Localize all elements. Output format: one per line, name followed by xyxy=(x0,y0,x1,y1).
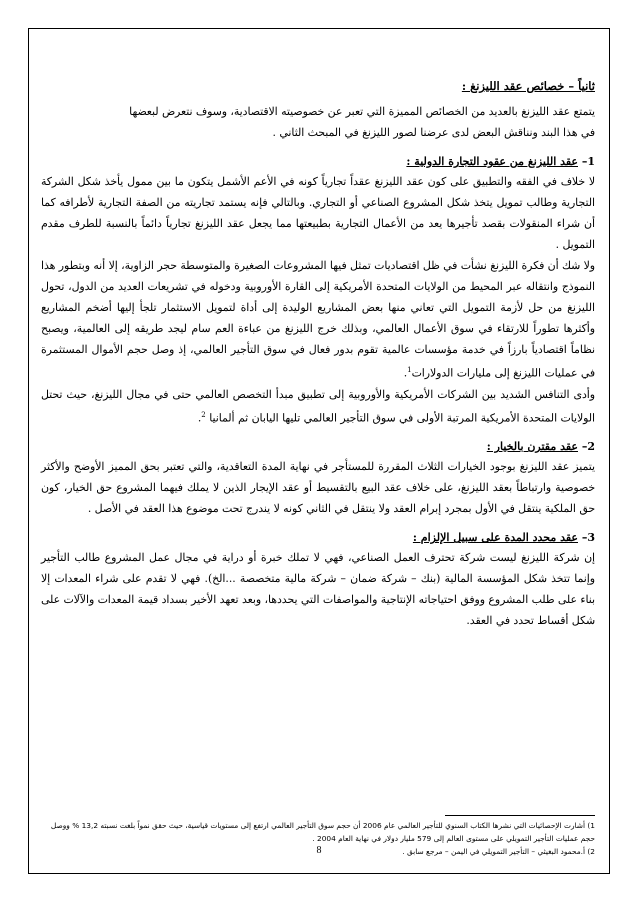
subsection-1-title: عقد الليزنغ من عقود التجارة الدولية : xyxy=(406,155,578,168)
footnote-ref-1: 1 xyxy=(407,366,412,374)
subsection-3-paragraph-1: إن شركة الليزنغ ليست شركة تحترف العمل الصناعي، فهي لا تملك خبرة أو دراية في مجال عمل المشروع طالب التأجير وإنما تتخذ شكل المؤسسة المالية (بنك – شركة ضمان – شركة مالية متخصصة ...الخ). فهي لا تقدم على شراء المعدات إلا بناء على طلب المشروع ووفق احتياجاته الإنتاجية والمواصفات التي يحددها، وبعد تعهد الأخير بسداد قيمة المعدات والآلات على شكل أقساط تحدد في العقد. xyxy=(41,551,595,628)
footnote-1: 1) أشارت الإحصائيات التي نشرها الكتاب السنوي للتأجير العالمي عام 2006 أن حجم سوق التأجير العالمي ارتفع إلى مستويات قياسية، حيث حقق نمواً بلغت نسبته 13,2 % ووصل حجم عمليات التأجير التمويلي على مستوى العالم إلى 579 مليار دولار في نهاية العام 2004 . xyxy=(50,821,595,843)
footnote-ref-2: 2 xyxy=(201,410,206,419)
footnote-2: 2) أ.محمود البغيثي – التأجير التمويلي في اليمن – مرجع سابق . xyxy=(402,847,595,856)
subsection-3-title: عقد محدد المدة على سبيل الإلزام : xyxy=(412,531,578,545)
intro-line-2: في هذا البند ونناقش البعض لدى عرضنا لصور الليزنغ في المبحث الثاني . xyxy=(272,126,595,139)
subsection-1-paragraph-3: وأدى التنافس الشديد بين الشركات الأمريكية والأوروبية إلى تطبيق مبدأ التخصص العالمي حتى في مجال الليزنغ، حيث تحتل الولايات المتحدة الأمريكية المرتبة الأولى في سوق التأجير العالمي تليها اليابان ثم ألمانيا $^2$. xyxy=(41,387,595,425)
subsection-2-title: عقد مقترن بالخيار : xyxy=(486,440,578,454)
subsection-1-number: 1 xyxy=(587,155,595,168)
document-page xyxy=(28,28,610,874)
subsection-1-paragraph-1: لا خلاف في الفقه والتطبيق على كون عقد الليزنغ عقداً تجارياً كونه في الأعم الأشمل يتكون ما بين ممول يأخذ شكل الشركة التجارية وطالب تمويل يتخذ شكل المشروع الصناعي أو التجاري. وبالتالي فإنه يستمد تجاريته من الصفة التجارية لأطرافه كما أن شراء المنقولات بقصد تأجيرها يعد من الأعمال التجارية بطبيعتها مما يجعل عقد الليزنغ تجارياً دائماً بالنسبة للطرف مقدم التمويل . xyxy=(41,175,595,251)
subsection-1-heading: 1– عقد الليزنغ من عقود التجارة الدولية : xyxy=(406,155,595,168)
footnote-separator xyxy=(445,815,595,816)
subsection-3-heading: 3– عقد محدد المدة على سبيل الإلزام : xyxy=(412,531,595,545)
intro-line-1: يتمتع عقد الليزنغ بالعديد من الخصائص المميزة التي تعبر عن خصوصيته الاقتصادية، وسوف نتعرض لبعضها xyxy=(129,105,595,118)
subsection-1-paragraph-2-text: ولا شك أن فكرة الليزنغ نشأت في ظل اقتصاديات تمثل فيها المشروعات الصغيرة والمتوسطة حجر الزاوية، إلا أنه وبتطور هذا النموذج وانتقاله عبر المحيط من الولايات المتحدة الأمريكية إلى القارة الأوروبية ودخوله في تشريعات العديد من الدول، تحول الليزنغ من حل لأزمة التمويل التي تعاني منها بعض المشاريع الوليدة إلى أداة لتمويل الاستثمار تلجأ إليها أضخم المشاريع وأكثرها تطوراً للارتقاء في سوق الأعمال العالمي، وبذلك خرج الليزنغ من عباءة العم سام ليجد طريقه إلى العالمية، ويصبح نظاماً اقتصادياً بارزاً في خدمة مؤسسات عالمية تقوم بدور فعال في سوق التأجير العالمي، إذ وصل حجم الأموال المستثمرة في عمليات الليزنغ إلى مليارات الدولارات xyxy=(41,259,595,380)
page-number: 8 xyxy=(316,845,322,856)
section-title: ثانياً – خصائص عقد الليزنغ : xyxy=(461,79,595,93)
document-body xyxy=(41,79,595,631)
subsection-2-number: 2 xyxy=(587,440,595,454)
subsection-2-heading: 2– عقد مقترن بالخيار : xyxy=(486,440,595,454)
subsection-3-number: 3 xyxy=(587,531,595,545)
subsection-1-paragraph-3-text: وأدى التنافس الشديد بين الشركات الأمريكية والأوروبية إلى تطبيق مبدأ التخصص العالمي حتى في مجال الليزنغ، حيث تحتل الولايات المتحدة الأمريكية المرتبة الأولى في سوق التأجير العالمي تليها اليابان ثم ألمانيا xyxy=(41,387,595,425)
subsection-2-paragraph-1: يتميز عقد الليزنغ بوجود الخيارات الثلاث المقررة للمستأجر في نهاية المدة التعاقدية، والتي تعتبر بحق المميز الأوضح والأكثر خصوصية وارتباطاً بعقد الليزنغ، على خلاف عقد البيع بالتقسيط أو عقد الإيجار الذين لا يملك فيهما المشروع حق الخيار، كون حق الملكية ينتقل في الأول بمجرد إبرام العقد ولا ينتقل في الثاني كونه لا يندرج تحت موضوع هذا العقد في الأصل . xyxy=(41,460,595,516)
subsection-1-paragraph-2: ولا شك أن فكرة الليزنغ نشأت في ظل اقتصاديات تمثل فيها المشروعات الصغيرة والمتوسطة حجر الزاوية، إلا أنه وبتطور هذا النموذج وانتقاله عبر المحيط من الولايات المتحدة الأمريكية إلى القارة الأوروبية ودخوله في تشريعات العديد من الدول، تحول الليزنغ من حل لأزمة التمويل التي تعاني منها بعض المشاريع الوليدة إلى أداة لتمويل الاستثمار تلجأ إليها أضخم المشاريع وأكثرها تطوراً للارتقاء في سوق الأعمال العالمي، وبذلك خرج الليزنغ من عباءة العم سام ليجد طريقه إلى العالمية، ويصبح نظاماً اقتصادياً بارزاً في خدمة مؤسسات عالمية تقوم بدور فعال في سوق التأجير العالمي، إذ وصل حجم الأموال المستثمرة في عمليات الليزنغ إلى مليارات الدولارات$^1$. xyxy=(41,259,595,380)
